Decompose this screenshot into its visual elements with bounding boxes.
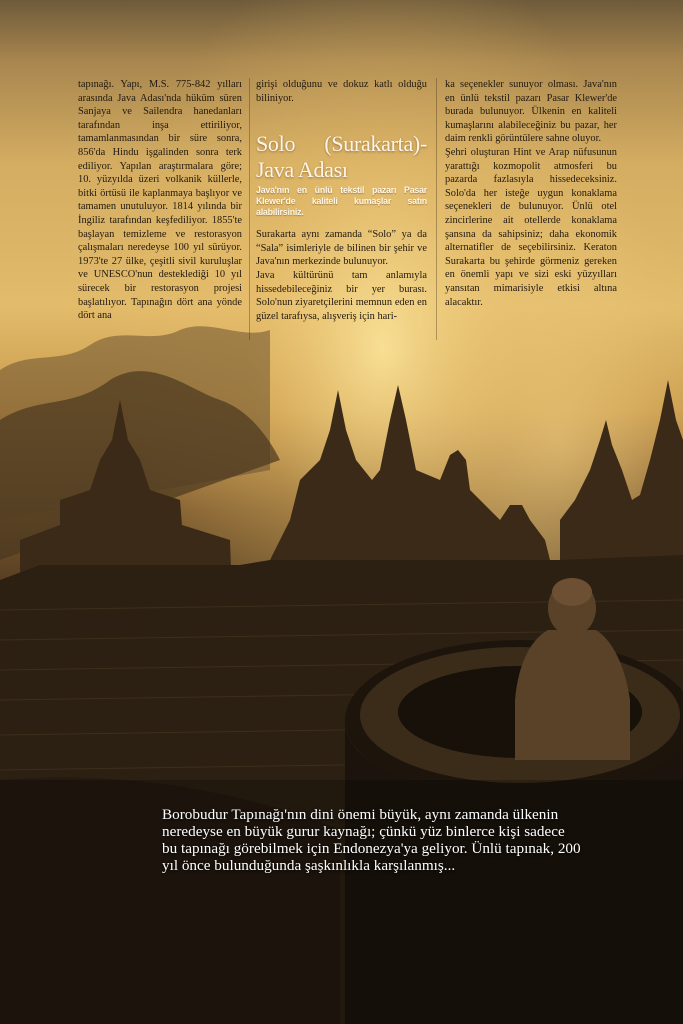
article-column-1	[78, 78, 242, 323]
body-paragraph: Surakarta aynı zamanda “Solo” ya da “Sala” isimleriyle de bilinen bir şehir ve Java'nın merkezinde bulunuyor.	[256, 229, 427, 268]
body-paragraph: tapınağı. Yapı, M.S. 775-842 yılları arasında Java Adası'nda hüküm süren Sanjaya ve Sailendra hanedanları tarafından inşa ettiriliyor, tamamlanmasından bir süre sonra, 856'da Hindu işgalinden sonra terk ediliyor. Yapılan araştırmalara göre; 10. yüzyılda üzeri volkanik küllerle, bitki örtüsü ile kaplanmaya başlıyor ve tamamen unutuluyor. 1814 yılında bir İngiliz tarafından keşfediliyor. 1855'te başlayan temizleme ve restorasyon çalışmaları neredeyse 100 yıl sürüyor. 1973'te 27 ülke, çeşitli sivil kuruluşlar ve UNESCO'nun desteklediği 10 yıl sürecek bir restorasyon projesi başlatılıyor. Tapınağın dört ana yönde dört ana	[78, 79, 242, 322]
article-column-3	[445, 78, 617, 309]
section-subheading: Java'nın en ünlü tekstil pazarı Pasar Klewer'de kaliteli kumaşlar satın alabilirsiniz.	[256, 185, 427, 218]
body-paragraph: Şehri oluşturan Hint ve Arap nüfusunun yarattığı kozmopolit atmosferi bu pazarda fazlasıyla hissedeceksiniz. Solo'da her isteğe uygun konaklama seçenekleri de bulunuyor. Ünlü otel zincirlerine ait otellerde konaklama şansına da sahipsiniz; daha ekonomik alternatifler de seçebilirsiniz. Keraton Surakarta bu şehirde görmeniz gereken en önemli yapı ve sizi eski yüzyılları yansıtan mimarisiyle etkisi altına alacaktır.	[445, 146, 617, 308]
photo-caption: Borobudur Tapınağı'nın dini önemi büyük, aynı zamanda ülkenin neredeyse en büyük gurur kaynağı; çünkü yüz binlerce kişi sadece bu tapınağı görebilmek için Endonezya'ya geliyor. Ünlü tapınak, 200 yıl önce bulunduğunda şaşkınlıkla karşılanmış...	[162, 806, 581, 874]
body-paragraph: ka seçenekler sunuyor olması. Java'nın en ünlü tekstil pazarı Pasar Klewer'de burada bulunuyor. Ülkenin en kaliteli kumaşlarını alabileceğiniz bu pazar, her daim renkli görüntülere sahne oluyor.	[445, 79, 617, 145]
section-heading: Solo (Surakarta)-Java Adası	[256, 131, 427, 183]
column-divider	[436, 78, 437, 340]
body-paragraph: Java kültürünü tam anlamıyla hissedebileceğiniz bir yer burası. Solo'nun ziyaretçilerini memnun eden en güzel tarafıysa, alışveriş için hari-	[256, 269, 427, 322]
column-divider	[249, 78, 250, 340]
body-paragraph: girişi olduğunu ve dokuz katlı olduğu biliniyor.	[256, 79, 427, 104]
article-column-2	[256, 78, 427, 323]
